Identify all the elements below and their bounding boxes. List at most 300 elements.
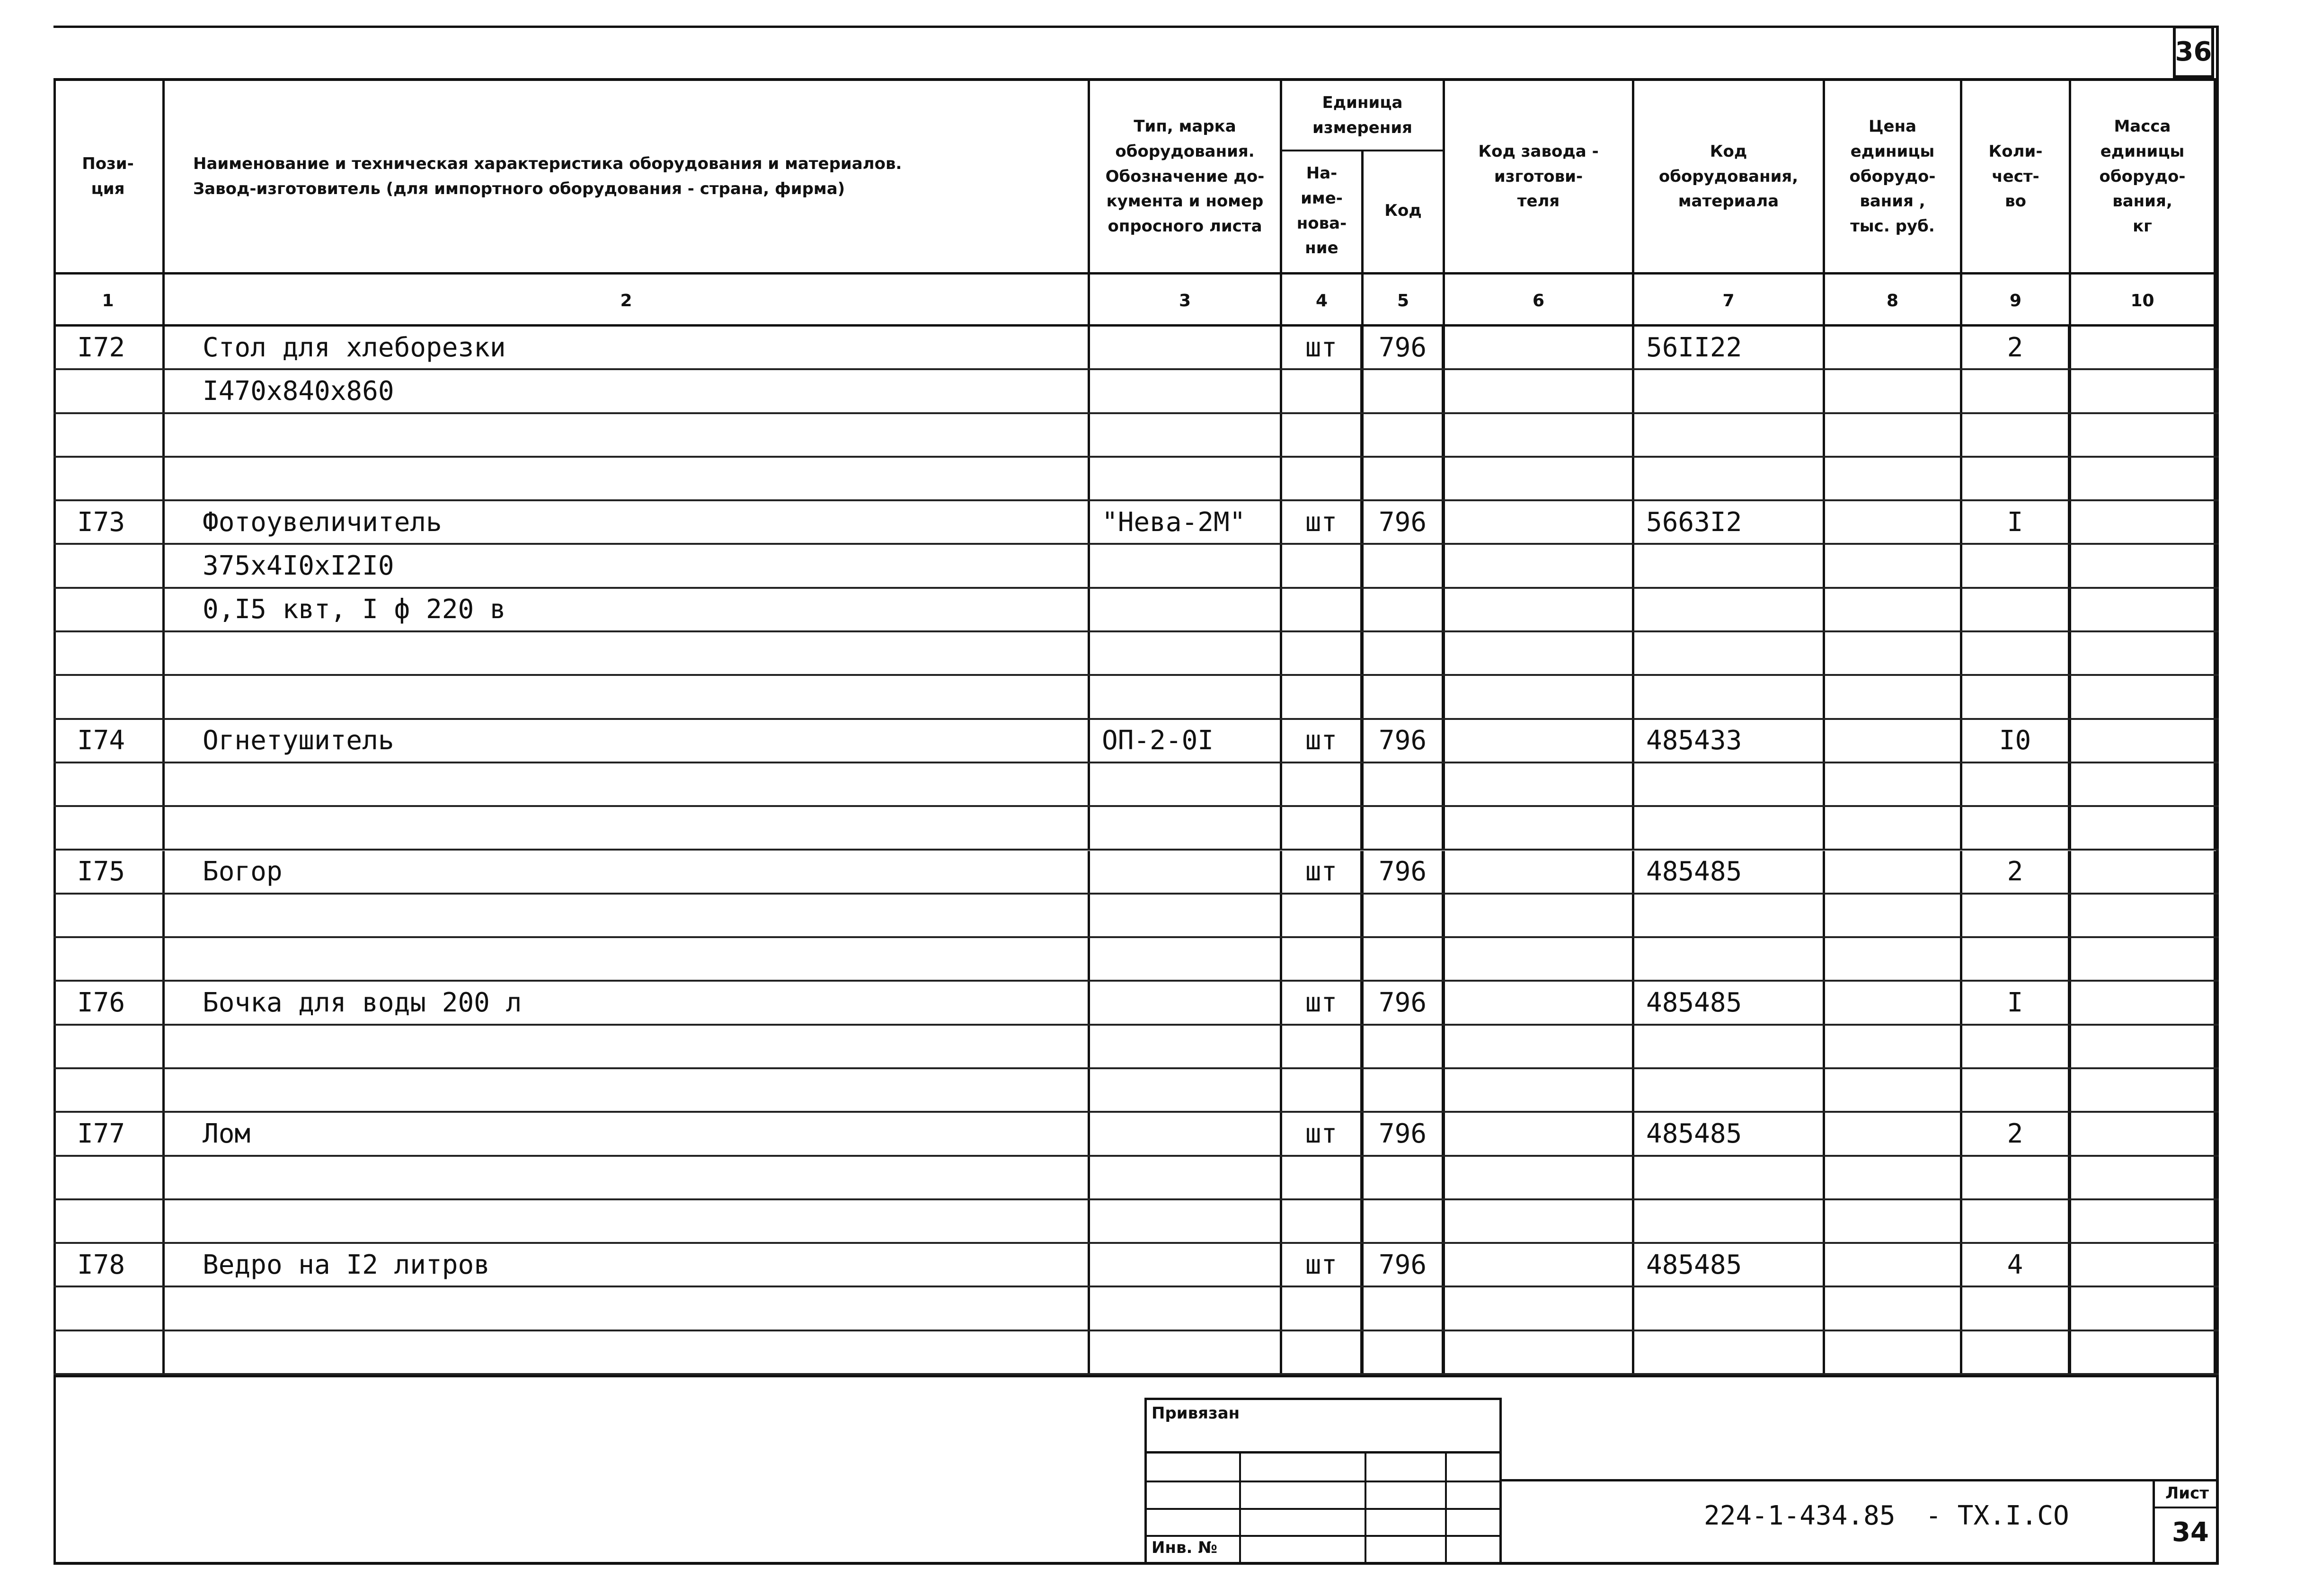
unit-code-cell bbox=[1364, 414, 1445, 456]
position-cell: I76 bbox=[53, 982, 165, 1023]
sheet-number: 34 bbox=[2172, 1517, 2209, 1548]
type-cell bbox=[1090, 327, 1282, 368]
qty-cell bbox=[1962, 895, 2071, 936]
qty-cell: I0 bbox=[1962, 720, 2071, 762]
qty-cell: 2 bbox=[1962, 851, 2071, 893]
position-cell bbox=[53, 589, 165, 630]
price-cell bbox=[1825, 414, 1962, 456]
type-cell: "Нева-2М" bbox=[1090, 501, 1282, 543]
mfr-code-cell bbox=[1445, 982, 1634, 1023]
qty-cell: I bbox=[1962, 501, 2071, 543]
position-cell bbox=[53, 1287, 165, 1329]
table-row bbox=[53, 982, 2219, 1025]
column-number: 6 bbox=[1445, 275, 1634, 327]
item-code-cell bbox=[1634, 632, 1825, 674]
name-cell bbox=[165, 458, 1090, 499]
mfr-code-cell bbox=[1445, 1069, 1634, 1111]
stamp-bottom-line bbox=[53, 1562, 2219, 1565]
name-cell bbox=[165, 807, 1090, 849]
price-cell bbox=[1825, 938, 1962, 980]
mass-cell bbox=[2071, 938, 2216, 980]
doc-number-suffix: - ТХ.I.СО bbox=[1925, 1500, 2069, 1531]
table-row bbox=[53, 763, 2219, 807]
unit-cell bbox=[1282, 1069, 1364, 1111]
table-row bbox=[53, 1026, 2219, 1069]
mass-cell bbox=[2071, 982, 2216, 1023]
type-cell bbox=[1090, 763, 1282, 805]
table-bottom-line bbox=[53, 1375, 2219, 1377]
title-block-top-line bbox=[1502, 1479, 2219, 1481]
position-cell bbox=[53, 763, 165, 805]
table-row bbox=[53, 1157, 2219, 1200]
type-cell bbox=[1090, 1026, 1282, 1067]
table-row bbox=[53, 938, 2219, 982]
unit-cell bbox=[1282, 807, 1364, 849]
price-cell bbox=[1825, 589, 1962, 630]
qty-cell bbox=[1962, 763, 2071, 805]
name-cell: 375x4I0xI2I0 bbox=[165, 545, 1090, 586]
unit-code-cell bbox=[1364, 1069, 1445, 1111]
sheet-box-line bbox=[2155, 1507, 2218, 1508]
item-code-cell: 485485 bbox=[1634, 982, 1825, 1023]
name-cell bbox=[165, 763, 1090, 805]
unit-code-cell: 796 bbox=[1364, 982, 1445, 1023]
name-cell bbox=[165, 1200, 1090, 1242]
type-cell bbox=[1090, 1331, 1282, 1373]
item-code-cell bbox=[1634, 1157, 1825, 1198]
unit-code-cell bbox=[1364, 1287, 1445, 1329]
item-code-cell bbox=[1634, 1026, 1825, 1067]
item-code-cell bbox=[1634, 676, 1825, 718]
unit-code-cell: 796 bbox=[1364, 720, 1445, 762]
price-cell bbox=[1825, 370, 1962, 412]
mass-cell bbox=[2071, 807, 2216, 849]
header-mfr-code: Код завода - изготови- теля bbox=[1445, 81, 1634, 272]
price-cell bbox=[1825, 982, 1962, 1023]
name-cell: 0,I5 квт, I ф 220 в bbox=[165, 589, 1090, 630]
mass-cell bbox=[2071, 1331, 2216, 1373]
stamp-vline-3 bbox=[1445, 1451, 1447, 1565]
attached-label: Привязан bbox=[1152, 1404, 1240, 1423]
table-row bbox=[53, 1287, 2219, 1331]
type-cell bbox=[1090, 1244, 1282, 1286]
price-cell bbox=[1825, 1113, 1962, 1154]
unit-cell bbox=[1282, 676, 1364, 718]
position-cell bbox=[53, 1331, 165, 1373]
position-cell: I75 bbox=[53, 851, 165, 893]
column-number: 8 bbox=[1825, 275, 1962, 327]
mfr-code-cell bbox=[1445, 327, 1634, 368]
name-cell bbox=[165, 1069, 1090, 1111]
item-code-cell: 485485 bbox=[1634, 851, 1825, 893]
unit-cell bbox=[1282, 1157, 1364, 1198]
unit-code-cell bbox=[1364, 763, 1445, 805]
unit-code-cell bbox=[1364, 458, 1445, 499]
unit-cell: шт bbox=[1282, 720, 1364, 762]
type-cell: ОП-2-0I bbox=[1090, 720, 1282, 762]
position-cell: I73 bbox=[53, 501, 165, 543]
position-cell: I78 bbox=[53, 1244, 165, 1286]
unit-cell: шт bbox=[1282, 1113, 1364, 1154]
table-row bbox=[53, 501, 2219, 545]
qty-cell bbox=[1962, 458, 2071, 499]
price-cell bbox=[1825, 501, 1962, 543]
type-cell bbox=[1090, 589, 1282, 630]
unit-code-cell: 796 bbox=[1364, 327, 1445, 368]
mfr-code-cell bbox=[1445, 501, 1634, 543]
type-cell bbox=[1090, 1113, 1282, 1154]
column-number: 1 bbox=[53, 275, 165, 327]
qty-cell bbox=[1962, 807, 2071, 849]
item-code-cell bbox=[1634, 414, 1825, 456]
unit-cell bbox=[1282, 1331, 1364, 1373]
mfr-code-cell bbox=[1445, 1200, 1634, 1242]
name-cell: Стол для хлеборезки bbox=[165, 327, 1090, 368]
item-code-cell bbox=[1634, 589, 1825, 630]
name-cell: Огнетушитель bbox=[165, 720, 1090, 762]
qty-cell bbox=[1962, 1069, 2071, 1111]
position-cell bbox=[53, 414, 165, 456]
position-cell bbox=[53, 1200, 165, 1242]
name-cell: I470x840x860 bbox=[165, 370, 1090, 412]
mfr-code-cell bbox=[1445, 632, 1634, 674]
unit-code-cell: 796 bbox=[1364, 501, 1445, 543]
position-cell bbox=[53, 895, 165, 936]
item-code-cell bbox=[1634, 807, 1825, 849]
mfr-code-cell bbox=[1445, 938, 1634, 980]
stamp-vline-2 bbox=[1365, 1451, 1366, 1565]
table-row bbox=[53, 807, 2219, 851]
column-number: 4 bbox=[1282, 275, 1364, 327]
doc-number-main: 224-1-434.85 bbox=[1704, 1500, 1896, 1531]
position-cell: I77 bbox=[53, 1113, 165, 1154]
sheet-label: Лист bbox=[2165, 1484, 2209, 1503]
name-cell bbox=[165, 1026, 1090, 1067]
qty-cell bbox=[1962, 589, 2071, 630]
unit-code-cell bbox=[1364, 676, 1445, 718]
unit-cell bbox=[1282, 938, 1364, 980]
item-code-cell bbox=[1634, 370, 1825, 412]
price-cell bbox=[1825, 458, 1962, 499]
name-cell: Богор bbox=[165, 851, 1090, 893]
name-cell bbox=[165, 414, 1090, 456]
unit-cell bbox=[1282, 589, 1364, 630]
unit-cell bbox=[1282, 458, 1364, 499]
item-code-cell bbox=[1634, 1069, 1825, 1111]
unit-cell bbox=[1282, 763, 1364, 805]
unit-group-divider bbox=[1282, 150, 1445, 151]
mfr-code-cell bbox=[1445, 1331, 1634, 1373]
top-frame-line bbox=[53, 26, 2219, 28]
unit-code-cell bbox=[1364, 1331, 1445, 1373]
header-price: Цена единицы оборудо- вания , тыс. руб. bbox=[1825, 81, 1962, 272]
item-code-cell: 485485 bbox=[1634, 1113, 1825, 1154]
position-cell bbox=[53, 676, 165, 718]
price-cell bbox=[1825, 1026, 1962, 1067]
price-cell bbox=[1825, 720, 1962, 762]
price-cell bbox=[1825, 851, 1962, 893]
header-unit-group: Единица измерения bbox=[1282, 81, 1445, 150]
name-cell bbox=[165, 1331, 1090, 1373]
unit-code-cell bbox=[1364, 895, 1445, 936]
unit-cell: шт bbox=[1282, 327, 1364, 368]
type-cell bbox=[1090, 458, 1282, 499]
mfr-code-cell bbox=[1445, 763, 1634, 805]
qty-cell bbox=[1962, 1026, 2071, 1067]
table-row bbox=[53, 327, 2219, 370]
unit-code-cell: 796 bbox=[1364, 1113, 1445, 1154]
unit-cell bbox=[1282, 632, 1364, 674]
mass-cell bbox=[2071, 1069, 2216, 1111]
mass-cell bbox=[2071, 763, 2216, 805]
table-row bbox=[53, 545, 2219, 588]
type-cell bbox=[1090, 545, 1282, 586]
item-code-cell bbox=[1634, 545, 1825, 586]
qty-cell bbox=[1962, 1157, 2071, 1198]
unit-code-cell: 796 bbox=[1364, 851, 1445, 893]
table-row bbox=[53, 370, 2219, 414]
position-cell bbox=[53, 632, 165, 674]
doc-number bbox=[1704, 1500, 2069, 1531]
type-cell bbox=[1090, 632, 1282, 674]
table-row bbox=[53, 1113, 2219, 1156]
unit-cell bbox=[1282, 370, 1364, 412]
unit-code-cell bbox=[1364, 545, 1445, 586]
unit-cell: шт bbox=[1282, 1244, 1364, 1286]
price-cell bbox=[1825, 1200, 1962, 1242]
price-cell bbox=[1825, 763, 1962, 805]
price-cell bbox=[1825, 1331, 1962, 1373]
table-row bbox=[53, 676, 2219, 719]
position-cell bbox=[53, 1069, 165, 1111]
table-row bbox=[53, 851, 2219, 895]
name-cell: Фотоувеличитель bbox=[165, 501, 1090, 543]
header-mass: Масса единицы оборудо- вания, кг bbox=[2071, 81, 2216, 272]
mass-cell bbox=[2071, 676, 2216, 718]
type-cell bbox=[1090, 851, 1282, 893]
mfr-code-cell bbox=[1445, 807, 1634, 849]
table-row bbox=[53, 632, 2219, 676]
name-cell bbox=[165, 676, 1090, 718]
position-cell: I72 bbox=[53, 327, 165, 368]
unit-cell bbox=[1282, 1200, 1364, 1242]
qty-cell bbox=[1962, 1200, 2071, 1242]
sheet-box bbox=[2153, 1479, 2216, 1564]
name-cell bbox=[165, 938, 1090, 980]
mass-cell bbox=[2071, 501, 2216, 543]
mfr-code-cell bbox=[1445, 1157, 1634, 1198]
qty-cell bbox=[1962, 1287, 2071, 1329]
mass-cell bbox=[2071, 895, 2216, 936]
price-cell bbox=[1825, 327, 1962, 368]
price-cell bbox=[1825, 1287, 1962, 1329]
column-number: 5 bbox=[1364, 275, 1445, 327]
price-cell bbox=[1825, 545, 1962, 586]
header-position: Пози- ция bbox=[53, 81, 165, 272]
price-cell bbox=[1825, 632, 1962, 674]
attached-stamp bbox=[1144, 1398, 1502, 1564]
item-code-cell: 56II22 bbox=[1634, 327, 1825, 368]
type-cell bbox=[1090, 370, 1282, 412]
price-cell bbox=[1825, 1069, 1962, 1111]
position-cell bbox=[53, 1157, 165, 1198]
mass-cell bbox=[2071, 370, 2216, 412]
column-number: 7 bbox=[1634, 275, 1825, 327]
mfr-code-cell bbox=[1445, 1026, 1634, 1067]
qty-cell bbox=[1962, 938, 2071, 980]
qty-cell bbox=[1962, 370, 2071, 412]
unit-cell bbox=[1282, 1026, 1364, 1067]
column-number: 3 bbox=[1090, 275, 1282, 327]
item-code-cell bbox=[1634, 1331, 1825, 1373]
mfr-code-cell bbox=[1445, 414, 1634, 456]
item-code-cell: 5663I2 bbox=[1634, 501, 1825, 543]
item-code-cell bbox=[1634, 895, 1825, 936]
position-cell bbox=[53, 1026, 165, 1067]
qty-cell bbox=[1962, 632, 2071, 674]
item-code-cell bbox=[1634, 1287, 1825, 1329]
position-cell: I74 bbox=[53, 720, 165, 762]
table-row bbox=[53, 414, 2219, 458]
mass-cell bbox=[2071, 1200, 2216, 1242]
mass-cell bbox=[2071, 1287, 2216, 1329]
mass-cell bbox=[2071, 327, 2216, 368]
mass-cell bbox=[2071, 589, 2216, 630]
price-cell bbox=[1825, 1157, 1962, 1198]
header-unit-name: На- име- нова- ние bbox=[1282, 150, 1364, 272]
unit-code-cell bbox=[1364, 807, 1445, 849]
mfr-code-cell bbox=[1445, 458, 1634, 499]
name-cell bbox=[165, 1157, 1090, 1198]
price-cell bbox=[1825, 676, 1962, 718]
name-cell: Лом bbox=[165, 1113, 1090, 1154]
header-item-code: Код оборудования, материала bbox=[1634, 81, 1825, 272]
page-number: 36 bbox=[2175, 36, 2212, 67]
table-row bbox=[53, 895, 2219, 938]
price-cell bbox=[1825, 1244, 1962, 1286]
unit-code-cell bbox=[1364, 1157, 1445, 1198]
qty-cell bbox=[1962, 676, 2071, 718]
table-row bbox=[53, 589, 2219, 632]
item-code-cell: 485433 bbox=[1634, 720, 1825, 762]
unit-cell bbox=[1282, 414, 1364, 456]
header-unit-code: Код bbox=[1364, 150, 1445, 272]
unit-code-cell bbox=[1364, 1200, 1445, 1242]
type-cell bbox=[1090, 1069, 1282, 1111]
unit-code-cell bbox=[1364, 370, 1445, 412]
qty-cell: 2 bbox=[1962, 1113, 2071, 1154]
name-cell: Бочка для воды 200 л bbox=[165, 982, 1090, 1023]
page-number-box bbox=[2173, 26, 2214, 78]
type-cell bbox=[1090, 895, 1282, 936]
qty-cell bbox=[1962, 414, 2071, 456]
item-code-cell bbox=[1634, 938, 1825, 980]
table-row bbox=[53, 1069, 2219, 1113]
mass-cell bbox=[2071, 851, 2216, 893]
qty-cell: 4 bbox=[1962, 1244, 2071, 1286]
unit-cell: шт bbox=[1282, 851, 1364, 893]
mass-cell bbox=[2071, 458, 2216, 499]
type-cell bbox=[1090, 676, 1282, 718]
name-cell bbox=[165, 632, 1090, 674]
mfr-code-cell bbox=[1445, 545, 1634, 586]
name-cell: Ведро на I2 литров bbox=[165, 1244, 1090, 1286]
table-row bbox=[53, 1331, 2219, 1375]
position-cell bbox=[53, 807, 165, 849]
mass-cell bbox=[2071, 632, 2216, 674]
position-cell bbox=[53, 370, 165, 412]
header-qty: Коли- чест- во bbox=[1962, 81, 2071, 272]
type-cell bbox=[1090, 414, 1282, 456]
item-code-cell bbox=[1634, 458, 1825, 499]
type-cell bbox=[1090, 807, 1282, 849]
mfr-code-cell bbox=[1445, 1244, 1634, 1286]
mass-cell bbox=[2071, 1113, 2216, 1154]
unit-cell bbox=[1282, 895, 1364, 936]
qty-cell bbox=[1962, 1331, 2071, 1373]
type-cell bbox=[1090, 982, 1282, 1023]
unit-cell: шт bbox=[1282, 501, 1364, 543]
mfr-code-cell bbox=[1445, 589, 1634, 630]
qty-cell: I bbox=[1962, 982, 2071, 1023]
unit-code-cell bbox=[1364, 1026, 1445, 1067]
type-cell bbox=[1090, 1287, 1282, 1329]
stamp-vline-1 bbox=[1239, 1451, 1241, 1565]
item-code-cell bbox=[1634, 1200, 1825, 1242]
position-cell bbox=[53, 938, 165, 980]
mfr-code-cell bbox=[1445, 370, 1634, 412]
mfr-code-cell bbox=[1445, 720, 1634, 762]
unit-cell bbox=[1282, 545, 1364, 586]
unit-cell bbox=[1282, 1287, 1364, 1329]
type-cell bbox=[1090, 1200, 1282, 1242]
price-cell bbox=[1825, 807, 1962, 849]
unit-code-cell bbox=[1364, 589, 1445, 630]
type-cell bbox=[1090, 938, 1282, 980]
mass-cell bbox=[2071, 1157, 2216, 1198]
mfr-code-cell bbox=[1445, 895, 1634, 936]
unit-code-cell bbox=[1364, 632, 1445, 674]
mfr-code-cell bbox=[1445, 1287, 1634, 1329]
table-row bbox=[53, 1244, 2219, 1287]
type-cell bbox=[1090, 1157, 1282, 1198]
mass-cell bbox=[2071, 1244, 2216, 1286]
column-number: 10 bbox=[2071, 275, 2216, 327]
header-type: Тип, марка оборудования. Обозначение до- кумента и номер опросного листа bbox=[1090, 81, 1282, 272]
mass-cell bbox=[2071, 1026, 2216, 1067]
unit-cell: шт bbox=[1282, 982, 1364, 1023]
column-number: 9 bbox=[1962, 275, 2071, 327]
table-row bbox=[53, 720, 2219, 763]
unit-code-cell: 796 bbox=[1364, 1244, 1445, 1286]
item-code-cell bbox=[1634, 763, 1825, 805]
mfr-code-cell bbox=[1445, 1113, 1634, 1154]
mass-cell bbox=[2071, 720, 2216, 762]
unit-code-cell bbox=[1364, 938, 1445, 980]
position-cell bbox=[53, 545, 165, 586]
mass-cell bbox=[2071, 545, 2216, 586]
qty-cell bbox=[1962, 545, 2071, 586]
column-number: 2 bbox=[165, 275, 1090, 327]
header-name: Наименование и техническая характеристика оборудования и материалов. Завод-изготовитель (для импортного оборудования - страна, фирма) bbox=[165, 81, 1090, 272]
mfr-code-cell bbox=[1445, 851, 1634, 893]
qty-cell: 2 bbox=[1962, 327, 2071, 368]
position-cell bbox=[53, 458, 165, 499]
inv-label: Инв. № bbox=[1152, 1538, 1218, 1557]
table-row bbox=[53, 458, 2219, 501]
name-cell bbox=[165, 895, 1090, 936]
mass-cell bbox=[2071, 414, 2216, 456]
